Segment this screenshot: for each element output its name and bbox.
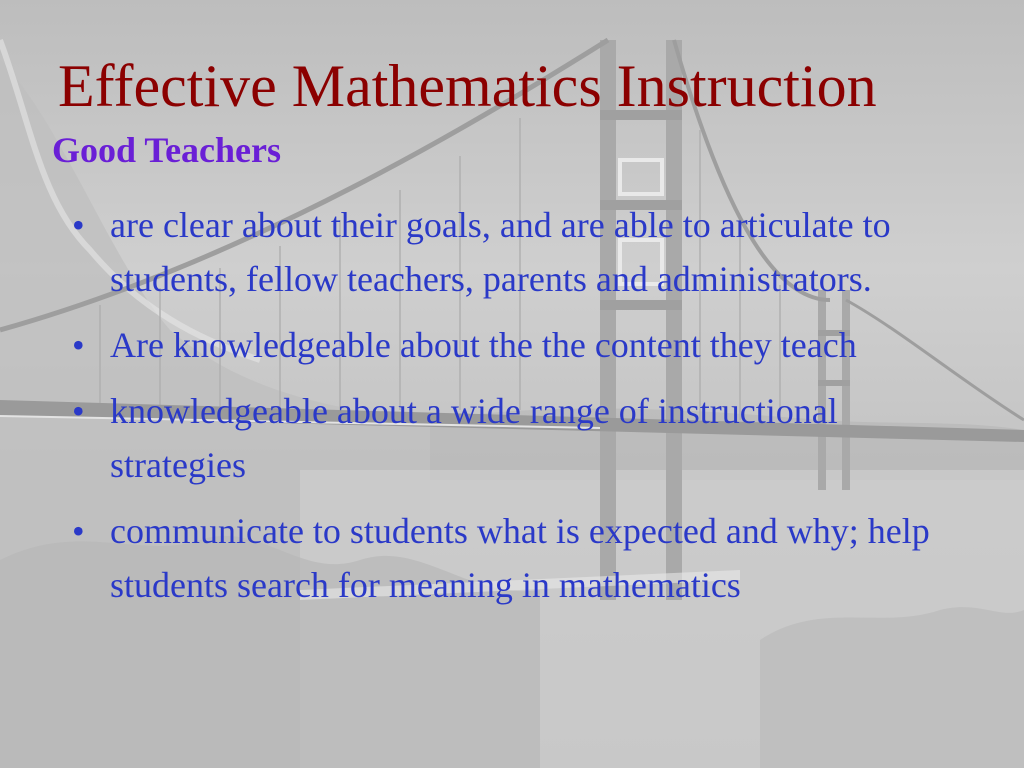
- bullet-text: are clear about their goals, and are able to articulate to students, fellow teachers, parents and administrators.: [110, 205, 891, 299]
- slide-title: Effective Mathematics Instruction: [58, 53, 877, 119]
- slide-subtitle: Good Teachers: [52, 130, 282, 170]
- bullet-text: knowledgeable about a wide range of instructional strategies: [110, 391, 838, 485]
- bullet-text: Are knowledgeable about the the content they teach: [110, 325, 857, 365]
- bullet-item: [60, 504, 960, 612]
- bullet-item: [60, 198, 960, 306]
- bullet-icon: •: [72, 511, 85, 551]
- bullet-icon: •: [72, 325, 85, 365]
- bullet-list: [60, 198, 960, 624]
- bullet-icon: •: [72, 391, 85, 431]
- bullet-text: communicate to students what is expected and why; help students search for meaning in mathematics: [110, 511, 930, 605]
- bullet-item: [60, 384, 960, 492]
- bullet-icon: •: [72, 205, 85, 245]
- bullet-item: [60, 318, 960, 372]
